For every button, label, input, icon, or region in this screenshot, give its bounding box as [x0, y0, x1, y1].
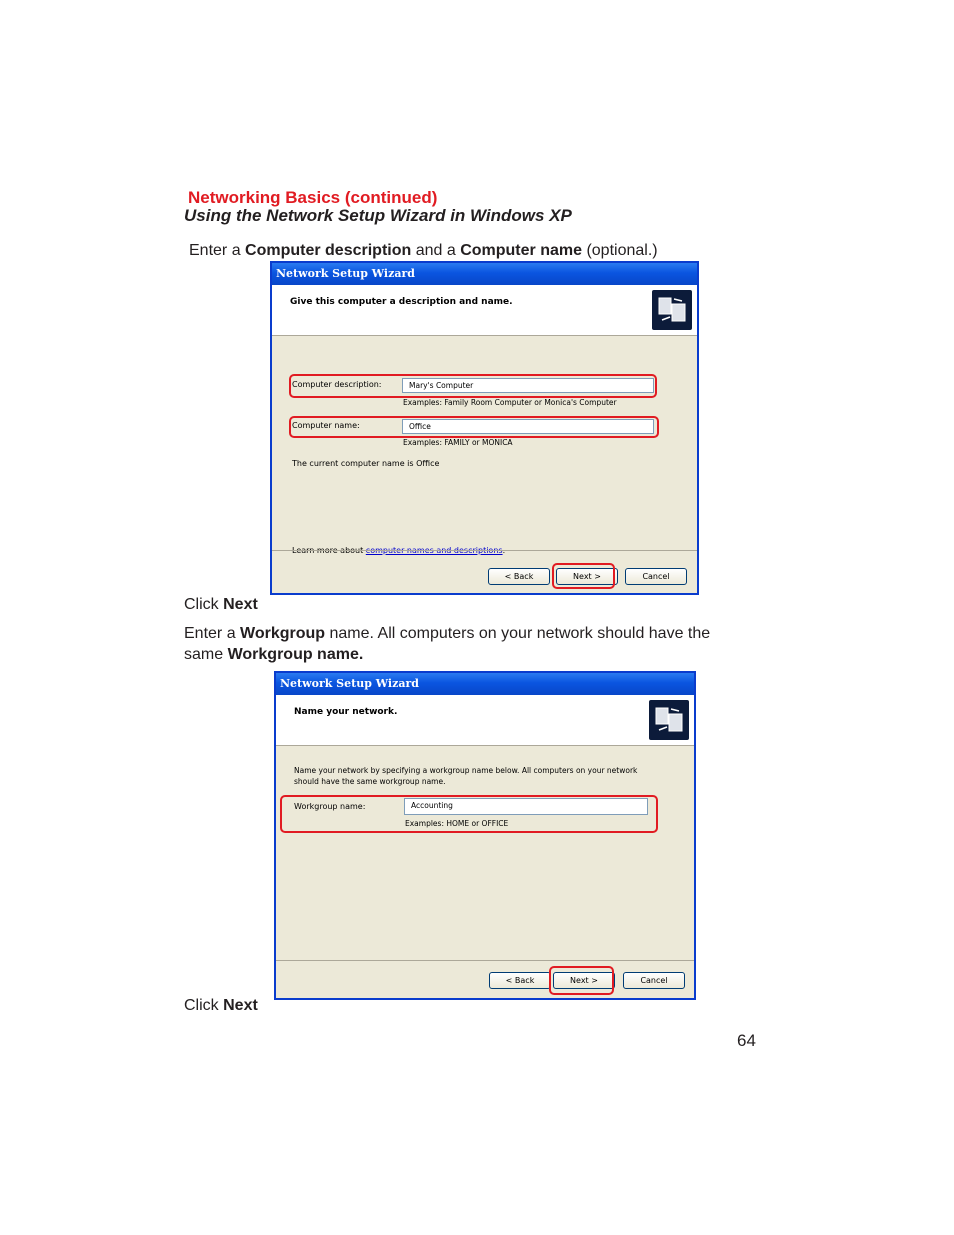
next-button[interactable]: Next >: [553, 972, 615, 989]
network-setup-wizard-dialog-1: [270, 261, 699, 595]
wizard-heading: Name your network.: [294, 707, 398, 717]
step1-click-next: Click Next: [184, 596, 258, 613]
cancel-button[interactable]: Cancel: [623, 972, 685, 989]
section-title: Networking Basics (continued): [188, 188, 438, 207]
computer-name-label: Computer name:: [292, 421, 360, 430]
name-highlight: [289, 416, 659, 438]
step2-click-next: Click Next: [184, 997, 258, 1014]
wizard-footer: [272, 550, 697, 593]
cancel-button[interactable]: Cancel: [625, 568, 687, 585]
current-name-text: The current computer name is Office: [292, 459, 440, 468]
wizard-footer: [276, 960, 694, 998]
dialog-title: Network Setup Wizard: [276, 673, 694, 695]
next-highlight: [552, 563, 615, 589]
learn-more-text: Learn more about computer names and descriptions.: [292, 546, 506, 555]
workgroup-example: Examples: HOME or OFFICE: [405, 819, 509, 828]
next-highlight: [549, 966, 614, 995]
instructions-line-2: should have the same workgroup name.: [294, 777, 446, 786]
network-computers-icon: [652, 290, 692, 330]
computer-name-input[interactable]: Office: [402, 419, 654, 434]
learn-more-link[interactable]: computer names and descriptions: [365, 546, 503, 555]
wizard-heading: Give this computer a description and name.: [290, 297, 513, 307]
network-computers-icon: [649, 700, 689, 740]
dialog-title: Network Setup Wizard: [272, 263, 697, 285]
step2-instruction: Enter a Workgroup name. All computers on your network should have the same Workgroup name.: [184, 625, 711, 663]
instructions-line-1: Name your network by specifying a workgroup name below. All computers on your network: [294, 766, 638, 775]
wizard-header: [276, 695, 694, 746]
computer-description-input[interactable]: Mary's Computer: [402, 378, 654, 393]
back-button[interactable]: < Back: [488, 568, 550, 585]
workgroup-highlight: [280, 795, 658, 833]
next-button[interactable]: Next >: [556, 568, 618, 585]
section-subtitle: Using the Network Setup Wizard in Windows XP: [184, 206, 572, 225]
workgroup-name-input[interactable]: Accounting: [404, 798, 648, 815]
network-setup-wizard-dialog-2: [274, 671, 696, 1000]
wizard-header: [272, 285, 697, 336]
workgroup-name-label: Workgroup name:: [294, 802, 366, 811]
back-button[interactable]: < Back: [489, 972, 551, 989]
page-number: 64: [737, 1031, 756, 1050]
step1-instruction: Enter a Computer description and a Computer name (optional.): [189, 242, 658, 259]
name-example: Examples: FAMILY or MONICA: [403, 438, 513, 447]
computer-description-label: Computer description:: [292, 380, 382, 389]
description-highlight: [289, 374, 657, 398]
description-example: Examples: Family Room Computer or Monica's Computer: [403, 398, 617, 407]
